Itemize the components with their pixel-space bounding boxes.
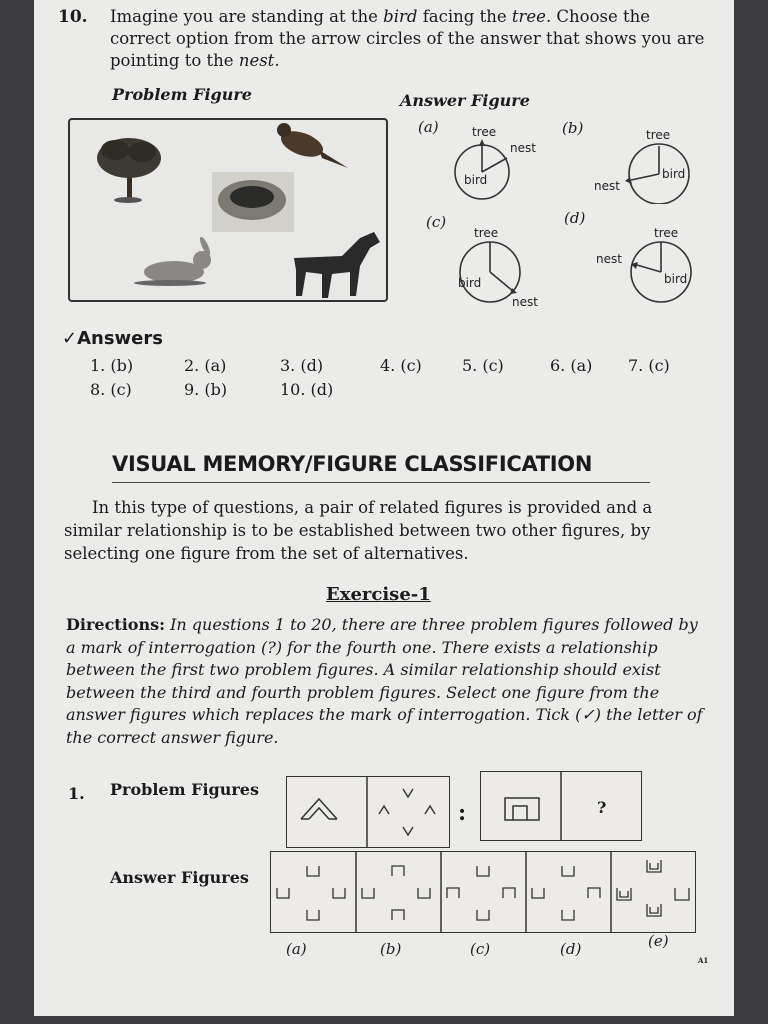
section-title: VISUAL MEMORY/FIGURE CLASSIFICATION <box>112 452 593 476</box>
answer-letter-d: (d) <box>560 940 582 958</box>
label-bird: bird <box>662 167 686 181</box>
answer-item: 7. (c) <box>628 356 670 375</box>
q10-text-nest: nest <box>238 51 275 70</box>
section-intro-text: In this type of questions, a pair of related figures is provided and a similar relationship is to be established between two other figures, by selecting one figure from the set of alternatives. <box>64 498 653 563</box>
answer-item: 9. (b) <box>184 380 228 399</box>
label-tree: tree <box>654 226 679 240</box>
answer-figure-label: Answer Figure <box>400 91 530 110</box>
answer-item: 8. (c) <box>90 380 132 399</box>
label-tree: tree <box>472 125 497 139</box>
answer-letter-b: (b) <box>380 940 402 958</box>
q10-text-bird: bird <box>383 7 418 26</box>
answer-item: 6. (a) <box>550 356 593 375</box>
label-nest: nest <box>512 295 538 309</box>
answer-figure-b <box>594 128 704 204</box>
q10-text-part: Imagine you are standing at the <box>110 7 384 26</box>
q10-text-tree: tree <box>511 7 546 26</box>
q10-text-part: facing the <box>417 7 512 26</box>
answer-figures-box <box>270 851 696 933</box>
question-10-number: 10. <box>58 7 88 27</box>
directions-text: In questions 1 to 20, there are three problem figures followed by a mark of interrogation (?) for the fourth one. There exists a relationship between the first two problem figures. A similar relationship should exist between the third and fourth problem figures. Select one figure from the answer figures which replaces the mark of interrogation. Tick (✓) the letter of the correct answer figure. <box>66 615 703 747</box>
tree-image <box>97 138 161 203</box>
page-mark: A1 <box>698 956 709 965</box>
label-tree: tree <box>474 226 499 240</box>
q10-text-part: . <box>274 51 280 70</box>
section-underline <box>112 482 650 483</box>
answer-item: 3. (d) <box>280 356 324 375</box>
label-bird: bird <box>664 272 688 286</box>
problem-figures-label: Problem Figures <box>110 780 259 799</box>
question-10-text <box>110 6 710 72</box>
label-tree: tree <box>646 128 671 142</box>
q10-text-part: . Choose the correct option from the arrow circles of the answer that shows you are pointing to the <box>110 7 705 70</box>
problem-figure-illustration <box>70 120 386 300</box>
exercise-title: Exercise-1 <box>326 584 431 605</box>
answers-row-2 <box>34 380 734 400</box>
question-1-number: 1. <box>68 784 85 803</box>
option-b-letter: (b) <box>562 119 584 137</box>
answer-figures-label: Answer Figures <box>110 868 249 887</box>
horse-image <box>294 232 380 298</box>
label-nest: nest <box>594 179 620 193</box>
option-a-letter: (a) <box>418 118 439 136</box>
answer-figure-c <box>446 226 556 310</box>
problem-figure-label: Problem Figure <box>112 85 252 104</box>
answer-item: 10. (d) <box>280 380 334 399</box>
answer-letter-a: (a) <box>286 940 307 958</box>
label-nest: nest <box>596 252 622 266</box>
answer-item: 1. (b) <box>90 356 134 375</box>
question-mark: ? <box>597 798 607 817</box>
section-intro <box>64 496 704 565</box>
label-nest: nest <box>510 141 536 155</box>
bird-image <box>277 123 348 168</box>
rabbit-image <box>134 236 212 286</box>
check-icon: ✓ <box>62 328 78 349</box>
answer-item: 5. (c) <box>462 356 504 375</box>
answer-figure-d <box>594 226 704 310</box>
directions-label: Directions: <box>66 615 165 634</box>
answer-figure-a <box>444 125 544 206</box>
answer-letter-e: (e) <box>648 932 669 950</box>
textbook-page <box>34 0 734 1016</box>
label-bird: bird <box>464 173 488 187</box>
nest-image <box>212 172 294 232</box>
answers-row-1 <box>34 356 734 376</box>
answer-item: 4. (c) <box>380 356 422 375</box>
problem-figure-shapes <box>287 777 449 847</box>
ratio-separator: : <box>458 800 467 826</box>
answers-heading <box>62 328 163 349</box>
label-bird: bird <box>458 276 482 290</box>
answers-heading-text: Answers <box>77 328 163 349</box>
answer-item: 2. (a) <box>184 356 227 375</box>
answer-letter-c: (c) <box>470 940 491 958</box>
option-c-letter: (c) <box>426 213 447 231</box>
problem-figure-box <box>68 118 388 302</box>
option-d-letter: (d) <box>564 209 586 227</box>
problem-figures-pair-1 <box>286 776 450 848</box>
problem-figures-pair-2 <box>480 771 642 841</box>
directions <box>66 614 706 749</box>
